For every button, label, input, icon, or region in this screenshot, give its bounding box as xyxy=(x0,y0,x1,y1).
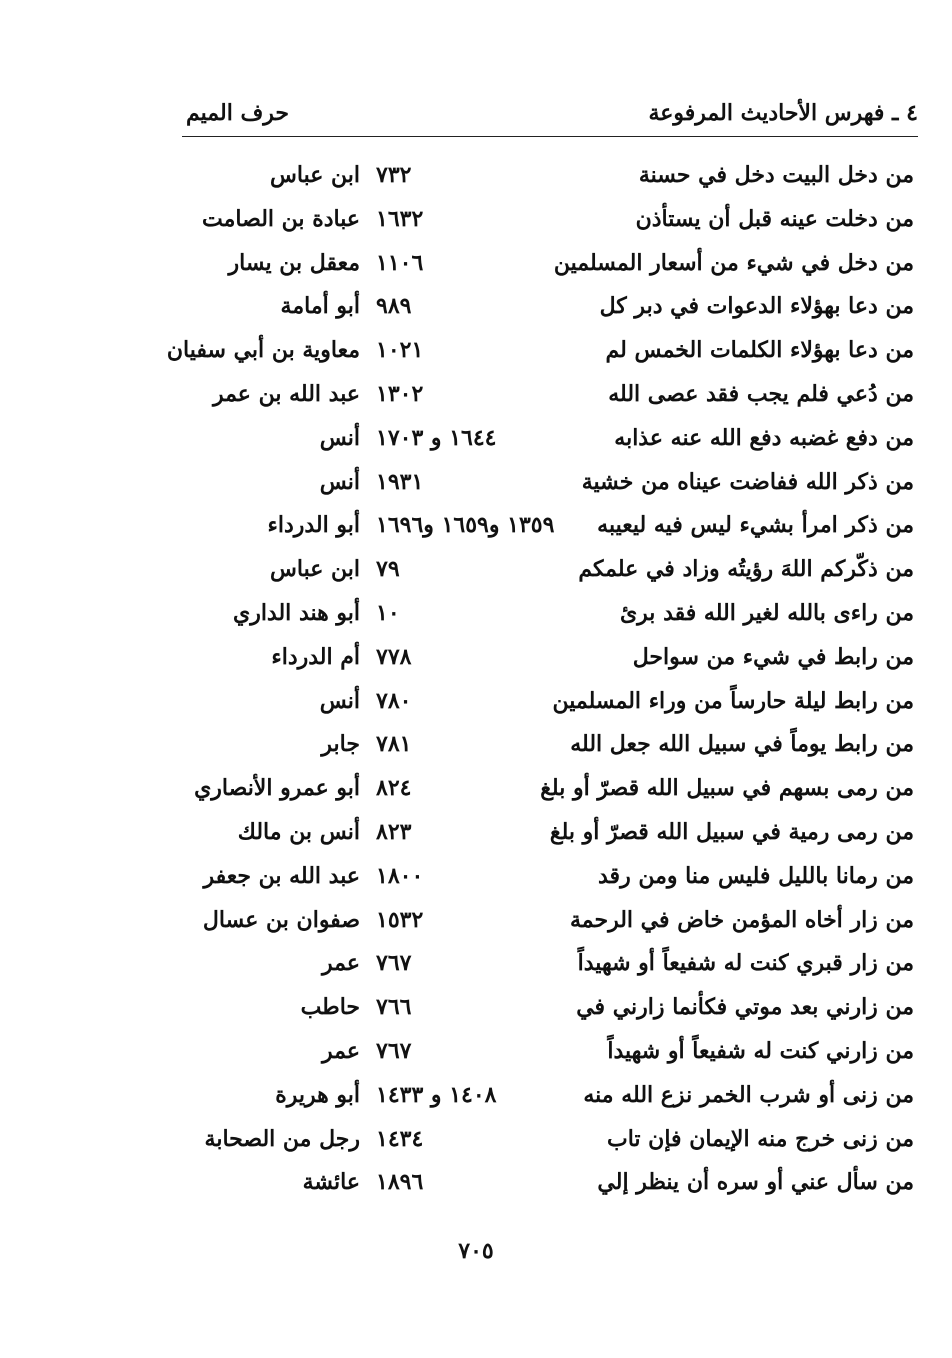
list-item xyxy=(150,1120,920,1164)
hadith-number: ١٣٥٩ و١٦٥٩ و١٦٩٦ xyxy=(376,512,555,539)
narrator: أبو أمامة xyxy=(280,293,360,320)
hadith-number: ٧٧٨ xyxy=(376,643,412,670)
list-item xyxy=(150,638,920,682)
hadith-text: من زنى أو شرب الخمر نزع الله منه xyxy=(583,1081,914,1108)
hadith-text: من دخل في شيء من أسعار المسلمين xyxy=(553,249,914,276)
narrator: أنس xyxy=(319,424,360,451)
narrator: ابن عباس xyxy=(270,162,360,188)
narrator: عبد الله بن جعفر xyxy=(203,862,360,889)
hadith-number: ٨٢٣ xyxy=(376,818,412,845)
hadith-text: من ذكّركم اللهَ رؤيتُه وزاد في علمكم xyxy=(578,556,914,583)
hadith-text: من رابط يوماً في سبيل الله جعل الله xyxy=(570,731,914,758)
hadith-text: من رمى بسهم في سبيل الله قصرّ أو بلغ xyxy=(540,775,914,802)
list-item xyxy=(150,813,920,857)
list-item xyxy=(150,857,920,901)
list-item xyxy=(150,550,920,594)
narrator: ابن عباس xyxy=(270,556,360,583)
list-item xyxy=(150,463,920,507)
hadith-text: من رمى رمية في سبيل الله قصرّ أو بلغ xyxy=(549,818,914,845)
hadith-text: من زنى خرج منه الإيمان فإن تاب xyxy=(606,1125,914,1152)
hadith-number: ٩٨٩ xyxy=(376,293,412,320)
hadith-number: ١٩٣١ xyxy=(376,468,424,495)
narrator: أنس xyxy=(319,687,360,714)
list-item xyxy=(150,244,920,288)
hadith-text: من زارني بعد موتي فكأنما زارني في xyxy=(576,994,914,1021)
narrator: أبو عمرو الأنصاري xyxy=(194,775,360,802)
hadith-number: ٧٦٦ xyxy=(376,994,412,1021)
hadith-number: ٧٨١ xyxy=(376,731,412,758)
hadith-text: من راءى بالله لغير الله فقد برئ xyxy=(619,599,914,626)
hadith-text: من زار قبري كنت له شفيعاً أو شهيداً xyxy=(577,950,914,977)
hadith-text: من سأل عني أو سره أن ينظر إلي xyxy=(597,1169,914,1196)
narrator: صفوان بن عسال xyxy=(202,906,360,933)
page-header xyxy=(182,96,918,136)
hadith-number: ١٤٠٨ و ١٤٣٣ xyxy=(376,1081,497,1108)
narrator: أنس xyxy=(319,468,360,495)
hadith-text: من ذكر امرأ بشيء ليس فيه ليعيبه xyxy=(597,512,914,539)
hadith-text: من دخلت عينه قبل أن يستأذن xyxy=(635,205,914,232)
list-item xyxy=(150,156,920,200)
list-item xyxy=(150,506,920,550)
hadith-text: من زار أخاه المؤمن خاض في الرحمة xyxy=(569,906,914,933)
list-item xyxy=(150,419,920,463)
narrator: معقل بن يسار xyxy=(228,249,360,276)
hadith-text: من دعا بهؤلاء الدعوات في دبر كل xyxy=(599,293,914,320)
hadith-number: ١٠ xyxy=(376,599,400,626)
narrator: عبد الله بن عمر xyxy=(212,380,360,407)
hadith-text: من دعا بهؤلاء الكلمات الخمس لم xyxy=(605,337,914,364)
hadith-number: ١٤٣٤ xyxy=(376,1125,424,1152)
hadith-number: ١٨٩٦ xyxy=(376,1169,424,1196)
narrator: أم الدرداء xyxy=(271,643,360,670)
header-divider xyxy=(182,136,918,137)
hadith-number: ١٣٠٢ xyxy=(376,380,424,407)
hadith-text: من رمانا بالليل فليس منا ومن رقد xyxy=(598,862,914,889)
narrator: معاوية بن أبي سفيان xyxy=(166,337,360,364)
hadith-text: من رابط ليلة حارساً من وراء المسلمين xyxy=(552,687,914,714)
hadith-number: ٧٦٧ xyxy=(376,1037,412,1064)
list-item xyxy=(150,1032,920,1076)
narrator: حاطب xyxy=(300,994,360,1021)
narrator: أبو الدرداء xyxy=(267,512,360,539)
hadith-text: من دفع غضبه دفع الله عنه عذابه xyxy=(614,424,914,451)
narrator: عمر xyxy=(322,1037,360,1064)
hadith-number: ١٦٣٢ xyxy=(376,205,424,232)
list-item xyxy=(150,200,920,244)
list-item xyxy=(150,287,920,331)
narrator: جابر xyxy=(321,731,360,758)
list-item xyxy=(150,769,920,813)
hadith-number: ١٦٤٤ و ١٧٠٣ xyxy=(376,424,497,451)
list-item xyxy=(150,375,920,419)
list-item xyxy=(150,331,920,375)
narrator: رجل من الصحابة xyxy=(204,1125,360,1152)
list-item xyxy=(150,594,920,638)
hadith-number: ٧٨٠ xyxy=(376,687,412,714)
narrator: أبو هند الداري xyxy=(232,599,360,626)
letter-heading: حرف الميم xyxy=(186,100,290,126)
hadith-number: ١٥٣٢ xyxy=(376,906,424,933)
page-number: ٧٠٥ xyxy=(458,1238,494,1264)
hadith-index-list xyxy=(150,156,920,1207)
hadith-number: ٧٣٢ xyxy=(376,162,412,188)
list-item xyxy=(150,988,920,1032)
narrator: أبو هريرة xyxy=(275,1081,360,1108)
list-item xyxy=(150,944,920,988)
narrator: عبادة بن الصامت xyxy=(202,205,360,232)
narrator: عائشة xyxy=(302,1169,360,1196)
hadith-text: من دُعي فلم يجب فقد عصى الله xyxy=(608,380,914,407)
list-item xyxy=(150,725,920,769)
list-item xyxy=(150,682,920,726)
narrator: أنس بن مالك xyxy=(237,818,360,845)
hadith-number: ٨٢٤ xyxy=(376,775,412,802)
narrator: عمر xyxy=(322,950,360,977)
hadith-number: ٧٦٧ xyxy=(376,950,412,977)
list-item xyxy=(150,901,920,945)
hadith-number: ١٠٢١ xyxy=(376,337,424,364)
hadith-text: من ذكر الله ففاضت عيناه من خشية xyxy=(581,468,914,495)
hadith-number: ١٨٠٠ xyxy=(376,862,424,889)
list-item xyxy=(150,1076,920,1120)
hadith-text: من زارني كنت له شفيعاً أو شهيداً xyxy=(607,1037,914,1064)
hadith-number: ٧٩ xyxy=(376,556,400,583)
hadith-text: من دخل البيت دخل في حسنة xyxy=(638,162,914,188)
hadith-number: ١١٠٦ xyxy=(376,249,424,276)
section-title: ٤ ـ فهرس الأحاديث المرفوعة xyxy=(648,100,918,126)
hadith-text: من رابط في شيء من سواحل xyxy=(632,643,914,670)
list-item xyxy=(150,1163,920,1207)
